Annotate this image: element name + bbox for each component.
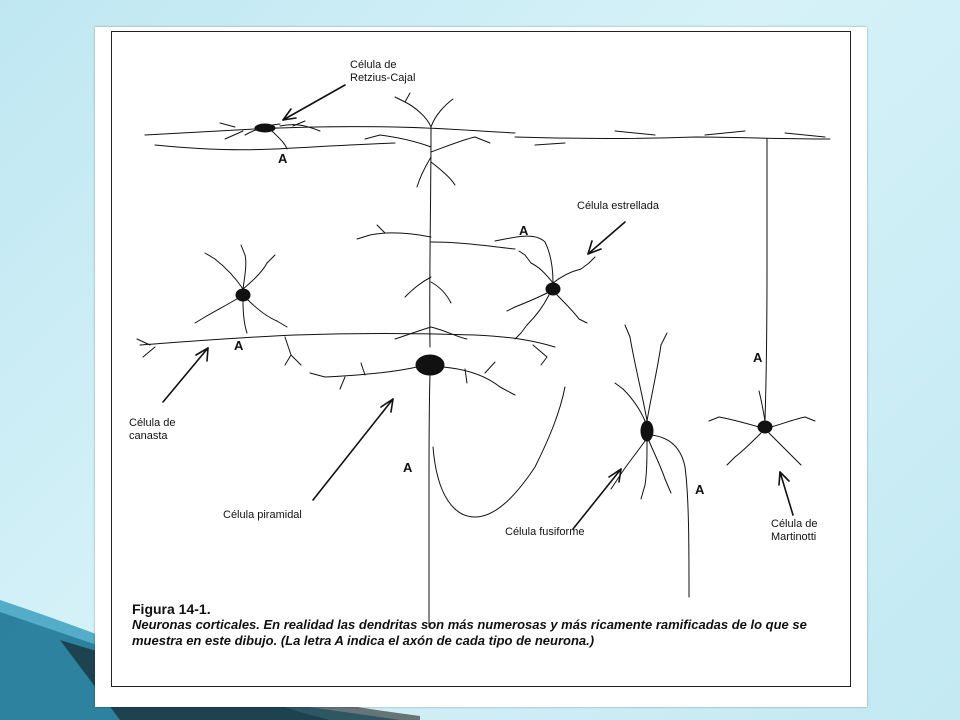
label-canasta-line2: canasta [129, 430, 168, 442]
label-canasta-line1: Célula de [129, 417, 176, 429]
label-retzius-cajal-line2: Retzius-Cajal [350, 72, 416, 84]
martinotti-cell [709, 139, 815, 465]
axon-marker-piramidal: A [403, 460, 413, 475]
label-estrellada: Célula estrellada [577, 200, 659, 212]
axon-marker-retzius: A [278, 151, 288, 166]
label-retzius-cajal-line1: Célula de [350, 59, 397, 71]
label-fusiforme: Célula fusiforme [505, 526, 585, 538]
figure-title: Figura 14-1. [132, 601, 211, 617]
label-retzius-cajal [350, 59, 415, 85]
figure-card [95, 27, 867, 707]
fusiform-cell [611, 325, 689, 597]
label-arrows [163, 85, 793, 529]
stellate-cell [495, 236, 595, 339]
axon-marker-estrellada: A [519, 223, 529, 238]
label-piramidal: Célula piramidal [223, 509, 302, 521]
axon-marker-fusiforme: A [695, 482, 705, 497]
label-canasta [129, 417, 175, 443]
figure-caption: Neuronas corticales. En realidad las dendritas son más numerosas y más ricamente ramificadas de lo que se muestra en este dibujo. (La letra A indica el axón de cada tipo de neurona.) [132, 617, 807, 648]
label-martinotti [771, 518, 817, 544]
axon-marker-martinotti: A [753, 350, 763, 365]
retzius-cajal-cell [145, 121, 830, 150]
basket-cell [137, 245, 555, 365]
pyramidal-cell [310, 93, 565, 627]
label-martinotti-line1: Célula de [771, 518, 818, 530]
cortical-neurons-diagram [95, 27, 867, 707]
label-martinotti-line2: Martinotti [771, 531, 817, 543]
axon-marker-canasta: A [234, 338, 244, 353]
